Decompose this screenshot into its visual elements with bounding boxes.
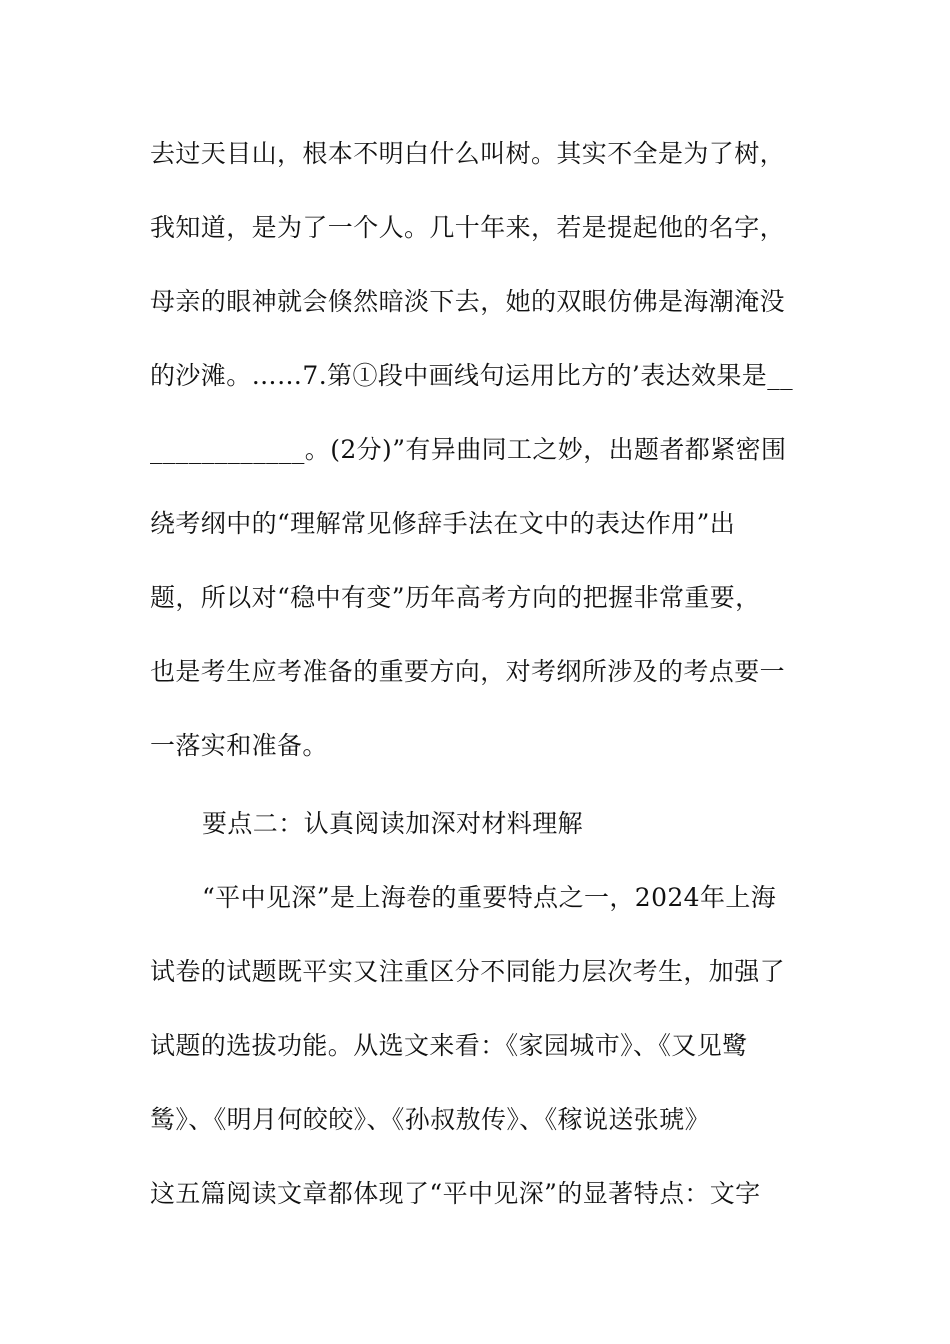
text-line: 题，所以对“稳中有变”历年高考方向的把握非常重要， (150, 583, 761, 612)
text-line: ____________。(2分)”有异曲同工之妙，出题者都紧密围 (150, 435, 787, 464)
text-line: 一落实和准备。 (150, 731, 328, 760)
text-line: 的沙滩。……7.第①段中画线句运用比方的’表达效果是__ (150, 361, 794, 390)
text-line: 试题的选拔功能。从选文来看：《家园城市》、《又见鹭 (150, 1031, 748, 1060)
text-line: 去过天目山，根本不明白什么叫树。其实不全是为了树， (150, 139, 786, 168)
text-line: 我知道，是为了一个人。几十年来，若是提起他的名字， (150, 213, 786, 242)
text-line: 鸶》、《明月何皎皎》、《孙叔敖传》、《稼说送张琥》 (150, 1105, 711, 1134)
text-line: 绕考纲中的“理解常见修辞手法在文中的表达作用”出 (150, 509, 736, 538)
text-line: 母亲的眼神就会倏然暗淡下去，她的双眼仿佛是海潮淹没 (150, 287, 786, 316)
text-line: 也是考生应考准备的重要方向，对考纲所涉及的考点要一 (150, 657, 786, 686)
text-line: 这五篇阅读文章都体现了“平中见深”的显著特点：文字 (150, 1179, 761, 1208)
section-heading: 要点二：认真阅读加深对材料理解 (202, 809, 584, 838)
text-line: “平中见深”是上海卷的重要特点之一，2024年上海 (202, 883, 777, 912)
text-line: 试卷的试题既平实又注重区分不同能力层次考生，加强了 (150, 957, 786, 986)
